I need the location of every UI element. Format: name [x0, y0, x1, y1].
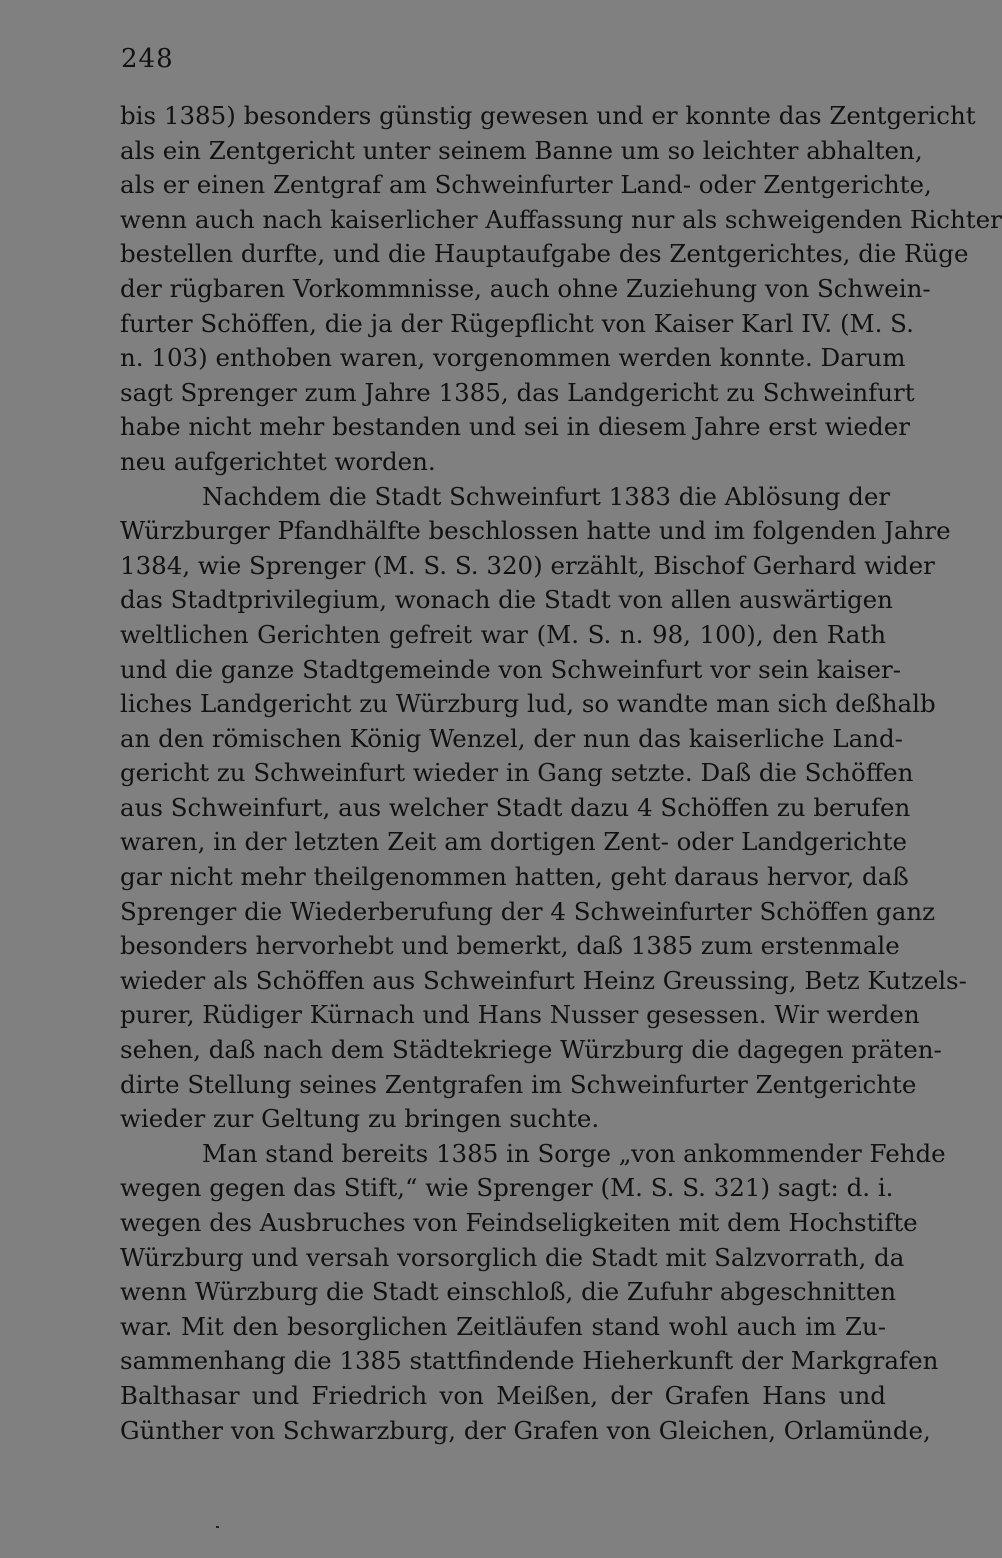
text-line: gar nicht mehr theilgenommen hatten, geht daraus hervor, daß [120, 862, 909, 892]
text-line: wegen des Ausbruches von Feindseligkeiten mit dem Hochstifte [120, 1208, 918, 1237]
text-line: 1384, wie Sprenger (M. S. S. 320) erzählt, Bischof Gerhard wider [120, 550, 935, 580]
print-speck [216, 1526, 219, 1528]
text-line: als er einen Zentgraf am Schweinfurter Land- oder Zentgerichte, [120, 170, 932, 200]
text-line: bis 1385) besonders günstig gewesen und er konnte das Zentgericht [120, 101, 976, 130]
text-line: furter Schöffen, die ja der Rügepflicht von Kaiser Karl IV. (M. S. [120, 308, 914, 338]
text-line: Würzburg und versah vorsorglich die Stadt mit Salzvorrath, da [120, 1242, 905, 1272]
text-line: Balthasar und Friedrich von Meißen, der Grafen Hans und [120, 1380, 886, 1410]
text-line: wenn auch nach kaiserlicher Auffassung nur als schweigenden Richter [120, 204, 1002, 234]
text-line: an den römischen König Wenzel, der nun das kaiserliche Land- [120, 723, 903, 753]
text-line: wenn Würzburg die Stadt einschloß, die Zufuhr abgeschnitten [120, 1277, 896, 1307]
text-line: Nachdem die Stadt Schweinfurt 1383 die Ablösung der [202, 481, 891, 511]
text-line: als ein Zentgericht unter seinem Banne um so leichter abhalten, [120, 135, 923, 165]
page-number: 248 [121, 44, 174, 74]
body-text [120, 99, 1002, 1448]
text-line: gericht zu Schweinfurt wieder in Gang setzte. Daß die Schöffen [120, 758, 914, 788]
text-line: besonders hervorhebt und bemerkt, daß 1385 zum erstenmale [120, 931, 900, 961]
text-line: neu aufgerichtet worden. [120, 446, 436, 476]
text-line: waren, in der letzten Zeit am dortigen Zent- oder Landgerichte [120, 827, 907, 857]
text-line: weltlichen Gerichten gefreit war (M. S. n. 98, 100), den Rath [120, 619, 886, 649]
text-line: liches Landgericht zu Würzburg lud, so wandte man sich deßhalb [120, 689, 936, 719]
text-line: purer, Rüdiger Kürnach und Hans Nusser gesessen. Wir werden [120, 1000, 920, 1030]
text-line: habe nicht mehr bestanden und sei in diesem Jahre erst wieder [120, 412, 910, 442]
text-line: der rügbaren Vorkommnisse, auch ohne Zuziehung von Schwein- [120, 273, 931, 303]
text-line: wieder als Schöffen aus Schweinfurt Heinz Greussing, Betz Kutzels- [120, 965, 967, 995]
text-line: n. 103) enthoben waren, vorgenommen werden konnte. Darum [120, 343, 906, 373]
text-line: wegen gegen das Stift,“ wie Sprenger (M. S. S. 321) sagt: d. i. [120, 1173, 894, 1203]
text-line: Würzburger Pfandhälfte beschlossen hatte und im folgenden Jahre [120, 516, 951, 546]
text-line: dirte Stellung seines Zentgrafen im Schweinfurter Zentgerichte [120, 1069, 917, 1099]
text-line: Man stand bereits 1385 in Sorge „von ankommender Fehde [202, 1138, 946, 1168]
text-line: das Stadtprivilegium, wonach die Stadt von allen auswärtigen [120, 585, 893, 615]
text-line: sehen, daß nach dem Städtekriege Würzburg die dagegen präten- [120, 1035, 942, 1065]
text-line: und die ganze Stadtgemeinde von Schweinfurt vor sein kaiser- [120, 654, 901, 684]
text-line: Sprenger die Wiederberufung der 4 Schweinfurter Schöffen ganz [120, 896, 936, 926]
text-line: bestellen durfte, und die Hauptaufgabe des Zentgerichtes, die Rüge [120, 239, 969, 269]
text-line: sagt Sprenger zum Jahre 1385, das Landgericht zu Schweinfurt [120, 377, 915, 407]
text-line: sammenhang die 1385 stattfindende Hieherkunft der Markgrafen [120, 1346, 939, 1376]
text-line: wieder zur Geltung zu bringen suchte. [120, 1104, 600, 1134]
text-line: aus Schweinfurt, aus welcher Stadt dazu 4 Schöffen zu berufen [120, 792, 911, 822]
text-line: Günther von Schwarzburg, der Grafen von Gleichen, Orlamünde, [120, 1415, 931, 1445]
text-line: war. Mit den besorglichen Zeitläufen stand wohl auch im Zu- [120, 1311, 886, 1341]
